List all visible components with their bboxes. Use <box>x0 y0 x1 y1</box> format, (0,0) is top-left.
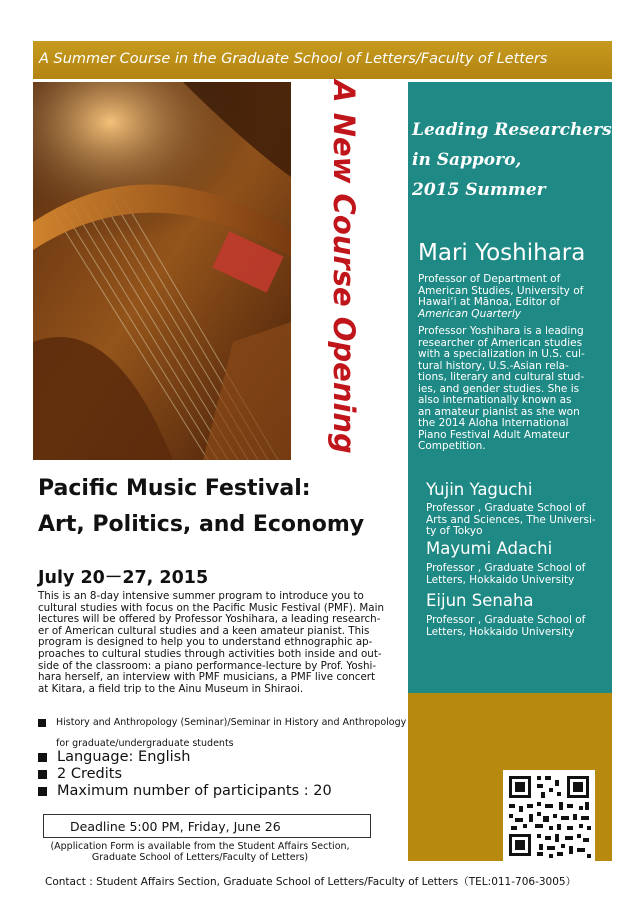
lecturer-affiliation <box>426 615 610 638</box>
description-line: at Kitara, a field trip to the Ainu Museum in Shiraoi. <box>38 682 304 695</box>
description-line: program is designed to help you to understand ethnographic ap- <box>38 636 373 649</box>
language-item <box>38 749 190 765</box>
qr-code[interactable] <box>503 770 595 862</box>
bio-line: also internationally known as <box>418 394 572 406</box>
main-lecturer-title <box>418 274 610 320</box>
description-line: hara herself, an interview with PMF musicians, a PMF live concert <box>38 671 376 684</box>
piano-photo-graphic <box>33 82 291 460</box>
lecturer-affiliation <box>426 503 610 538</box>
description-line: This is an 8-day intensive summer program to introduce you to <box>38 590 364 602</box>
lecturer-name: Eijun Senaha <box>426 591 534 610</box>
bio-line: tions, literary and cultural stud- <box>418 371 585 383</box>
bio-line: Professor Yoshihara is a leading <box>418 325 584 337</box>
lead-line-2: in Sapporo, <box>412 150 522 170</box>
contact-info: Contact : Student Affairs Section, Graduate School of Letters/Faculty of Letters（TEL:011-706-3005） <box>45 876 577 888</box>
application-note <box>40 841 360 863</box>
bio-line: the 2014 Aloha International <box>418 417 569 429</box>
description-line: lectures will be offered by Professor Yoshihara, a leading research- <box>38 613 381 626</box>
vertical-heading-text: A New Course Opening <box>327 80 361 454</box>
credits-text: 2 Credits <box>57 766 122 782</box>
lecturer-name: Mayumi Adachi <box>426 539 553 558</box>
affiliation-line: Professor , Graduate School of <box>426 562 586 574</box>
bullet-icon <box>38 770 47 779</box>
event-title-line-2: Art, Politics, and Economy <box>38 512 365 537</box>
main-lecturer-bio <box>418 326 610 453</box>
piano-photo <box>33 82 291 460</box>
language-text: Language: English <box>57 749 191 765</box>
main-lecturer-title-line: Professor of Department of <box>418 273 561 285</box>
bio-line: tural history, U.S.-Asian rela- <box>418 359 569 372</box>
lecturer-name: Yujin Yaguchi <box>426 480 533 499</box>
event-title-line-1: Pacific Music Festival: <box>38 476 311 501</box>
bio-line: Piano Festival Adult Amateur <box>418 428 570 441</box>
bio-line: researcher of American studies <box>418 336 583 349</box>
lecturer-panel <box>408 82 612 693</box>
header-banner <box>33 41 612 79</box>
participants-text: Maximum number of participants : 20 <box>57 783 332 799</box>
description-line: er of American cultural studies and a keen amateur pianist. This <box>38 624 370 637</box>
lecturer-affiliation <box>426 563 610 586</box>
bio-line: with a specialization in U.S. cul- <box>418 348 585 360</box>
bio-line: ies, and gender studies. She is <box>418 382 580 395</box>
event-dates: July 20－27, 2015 <box>38 568 209 588</box>
deadline-box <box>43 814 371 838</box>
main-lecturer-title-line: Hawai‘i at Mānoa, Editor of <box>418 296 560 308</box>
affiliation-line: Professor , Graduate School of <box>426 614 586 626</box>
description-line: side of the classroom: a piano performance-lecture by Prof. Yoshi- <box>38 659 377 672</box>
description-line: proaches to cultural studies through activities both inside and out- <box>38 647 382 660</box>
participants-item <box>38 783 332 799</box>
affiliation-line: Professor , Graduate School of <box>426 502 586 514</box>
main-lecturer-journal: American Quarterly <box>418 307 522 320</box>
main-lecturer-name: Mari Yoshihara <box>418 240 586 266</box>
affiliation-line: Arts and Sciences, The Universi- <box>426 513 596 526</box>
bio-line: Competition. <box>418 440 486 452</box>
affiliation-line: Letters, Hokkaido University <box>426 625 575 638</box>
credits-item <box>38 766 122 782</box>
affiliation-line: ty of Tokyo <box>426 525 483 537</box>
banner-text: A Summer Course in the Graduate School of Letters/Faculty of Letters <box>39 51 548 67</box>
bullet-icon <box>38 719 46 727</box>
lead-line-3: 2015 Summer <box>412 180 546 200</box>
affiliation-line: Letters, Hokkaido University <box>426 573 575 586</box>
description-line: cultural studies with focus on the Pacific Music Festival (PMF). Main <box>38 601 384 614</box>
vertical-heading <box>318 80 370 454</box>
main-lecturer-title-line: American Studies, University of <box>418 284 584 297</box>
bullet-icon <box>38 787 47 796</box>
course-type-line-2: for graduate/undergraduate students <box>56 738 234 749</box>
course-description <box>38 591 402 695</box>
bullet-icon <box>38 753 47 762</box>
course-type <box>38 712 408 754</box>
application-note-line-1: (Application Form is available from the Student Affairs Section, <box>50 841 350 852</box>
application-note-line-2: Graduate School of Letters/Faculty of Letters) <box>91 852 309 863</box>
deadline-text: Deadline 5:00 PM, Friday, June 26 <box>70 819 281 834</box>
qr-code-graphic <box>503 770 595 862</box>
course-type-line-1: History and Anthropology (Seminar)/Seminar in History and Anthropology <box>56 717 407 728</box>
lead-line-1: Leading Researchers <box>412 120 612 140</box>
bio-line: an amateur pianist as she won <box>418 405 580 418</box>
